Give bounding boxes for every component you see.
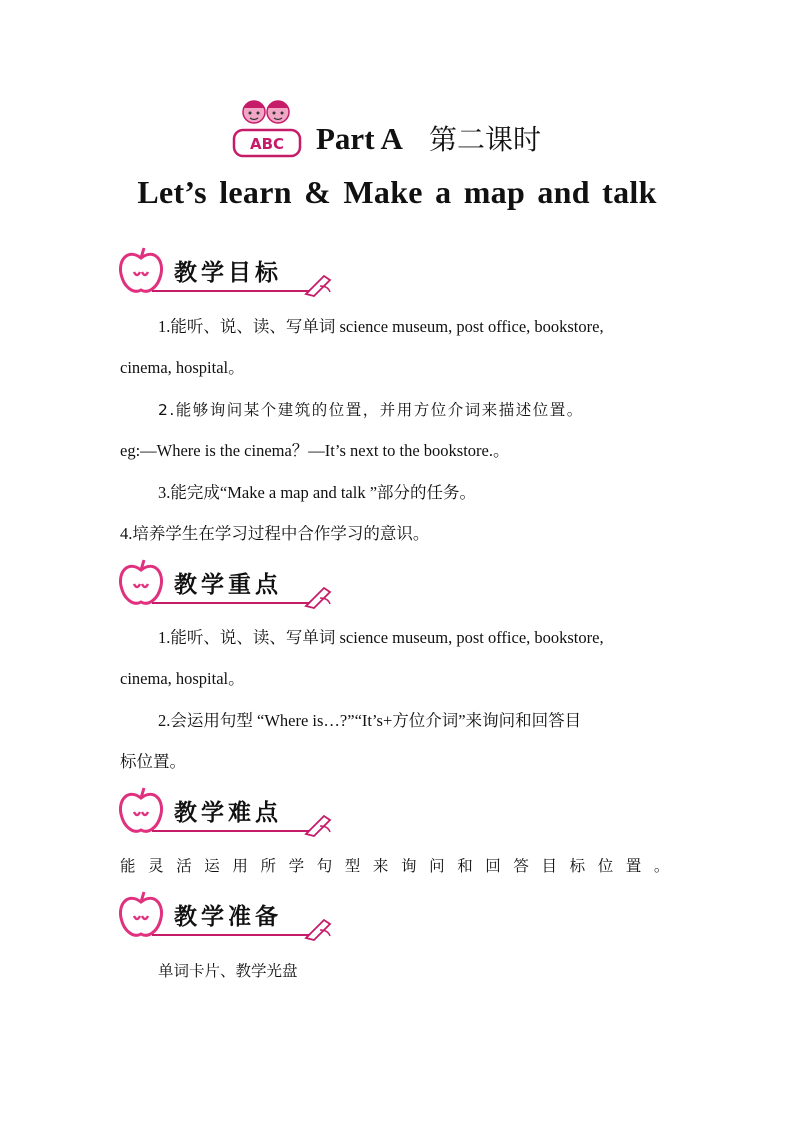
page-title xyxy=(316,119,541,160)
keypoint-line-2: cinema, hospital。 xyxy=(120,669,245,688)
heading-underline xyxy=(152,602,312,604)
heading-underline xyxy=(152,934,312,936)
section-header-difficulties xyxy=(118,786,333,838)
goal-line-5: 3.能完成“Make a map and talk ”部分的任务。 xyxy=(158,483,477,502)
logo-text: ABC xyxy=(249,135,285,153)
keypoint-line-4: 标位置。 xyxy=(120,752,186,771)
goal-line-3: 2.能够询问某个建筑的位置，并用方位介词来描述位置。 xyxy=(158,401,584,419)
kids-abc-logo-icon xyxy=(228,96,306,160)
section-header-preparation xyxy=(118,890,333,942)
difficulty-line-1: 能灵活运用所学句型来询问和回答目标位置。 xyxy=(120,857,683,875)
section-header-keypoints xyxy=(118,558,333,610)
apple-icon xyxy=(118,246,164,296)
apple-icon xyxy=(118,558,164,608)
writing-hand-icon xyxy=(304,916,334,942)
page-subtitle: Let’s learn & Make a map and talk xyxy=(137,174,657,210)
section-heading: 教学重点 xyxy=(174,572,282,598)
goal-line-6: 4.培养学生在学习过程中合作学习的意识。 xyxy=(120,524,430,543)
goal-line-2: cinema, hospital。 xyxy=(120,358,245,377)
goal-line-4: eg:—Where is the cinema？—It’s next to the bookstore.。 xyxy=(120,441,510,460)
heading-underline xyxy=(152,290,312,292)
keypoint-line-1: 1.能听、说、读、写单词 science museum, post office, bookstore, xyxy=(158,628,604,647)
apple-icon xyxy=(118,786,164,836)
section-heading: 教学难点 xyxy=(174,800,282,826)
keypoint-line-3: 2.会运用句型 “Where is…?”“It’s+方位介词”来询问和回答目 xyxy=(158,711,582,730)
goal-line-1: 1.能听、说、读、写单词 science museum, post office, bookstore, xyxy=(158,317,604,336)
title-part: Part A xyxy=(316,121,403,156)
writing-hand-icon xyxy=(304,272,334,298)
title-lesson: 第二课时 xyxy=(428,123,541,156)
section-heading: 教学准备 xyxy=(174,904,282,930)
writing-hand-icon xyxy=(304,584,334,610)
apple-icon xyxy=(118,890,164,940)
section-heading: 教学目标 xyxy=(174,260,282,286)
heading-underline xyxy=(152,830,312,832)
title-row xyxy=(228,96,541,160)
preparation-line-1: 单词卡片、教学光盘 xyxy=(158,962,298,980)
writing-hand-icon xyxy=(304,812,334,838)
section-header-goals xyxy=(118,246,333,298)
